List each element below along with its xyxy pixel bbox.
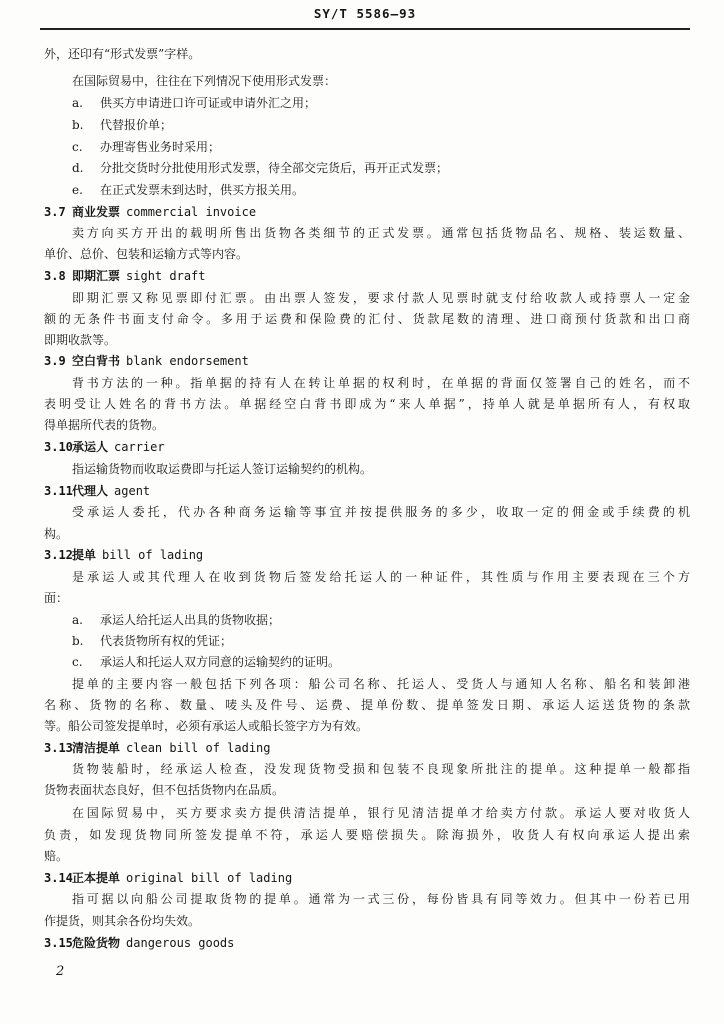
term-en: dangerous goods: [126, 936, 235, 950]
item-mark: e.: [72, 183, 83, 197]
section-heading-3-14: [44, 870, 690, 886]
section-number: 3.12: [44, 548, 73, 562]
item-mark: d.: [72, 161, 84, 175]
section-heading-3-13: [44, 740, 690, 756]
section-heading-3-12: [44, 547, 690, 563]
list-item: [72, 612, 690, 628]
list-item: [72, 139, 690, 155]
list-item: [72, 160, 690, 176]
paragraph-line: 受承运人委托，代办各种商务运输等事宜并按提供服务的多少，收取一定的佣金或手续费的机: [72, 505, 690, 519]
page-number: 2: [56, 964, 65, 979]
item-mark: b.: [72, 118, 84, 132]
section-number: 3.15: [44, 936, 73, 950]
section-heading-3-9: [44, 353, 690, 369]
paragraph-line: 作提货，则其余各份均失效。: [44, 914, 201, 928]
term-zh: 商业发票: [72, 205, 121, 219]
list-item: [72, 95, 690, 111]
item-mark: b.: [72, 634, 84, 648]
section-number: 3.7: [44, 205, 66, 219]
term-zh: 危险货物: [72, 936, 121, 950]
term-zh: 正本提单: [72, 871, 121, 885]
term-zh: 空白背书: [72, 354, 121, 368]
term-en: sight draft: [126, 269, 206, 283]
section-heading-3-11: [44, 483, 690, 499]
section-heading-3-8: [44, 268, 690, 284]
term-en: blank endorsement: [126, 354, 249, 368]
paragraph-line: 单价、总价、包装和运输方式等内容。: [44, 247, 249, 261]
item-text: 代替报价单；: [100, 118, 173, 132]
paragraph-line: 表明受让人姓名的背书方法。单据经空白背书即成为“来人单据”，持单人就是单据所有人，有权取: [44, 397, 690, 411]
section-number: 3.13: [44, 741, 73, 755]
term-en: bill of lading: [102, 548, 204, 562]
section-heading-3-15: [44, 935, 690, 951]
paragraph-line: 提单的主要内容一般包括下列各项：船公司名称、托运人、受货人与通知人名称、船名和装卸港: [72, 677, 690, 691]
paragraph-line: 是承运人或其代理人在收到货物后签发给托运人的一种证件，其性质与作用主要表现在三个方: [72, 570, 690, 584]
section-number: 3.8: [44, 269, 66, 283]
paragraph-line: 即期收款等。: [44, 333, 117, 347]
term-zh: 代理人: [72, 484, 109, 498]
paragraph-line: 指可据以向船公司提取货物的提单。通常为一式三份，每份皆具有同等效力。但其中一份若已用: [72, 892, 690, 906]
paragraph-line: 即期汇票又称见票即付汇票。由出票人签发，要求付款人见票时就支付给收款人或持票人一定金: [72, 291, 690, 305]
term-en: agent: [114, 484, 151, 498]
section-heading-3-10: [44, 439, 690, 455]
item-text: 在正式发票未到达时，供买方报关用。: [100, 183, 305, 197]
section-number: 3.9: [44, 354, 66, 368]
term-en: clean bill of lading: [126, 741, 271, 755]
term-zh: 清洁提单: [72, 741, 121, 755]
item-text: 代表货物所有权的凭证；: [100, 634, 233, 648]
paragraph-line: 等。船公司签发提单时，必须有承运人或船长签字方为有效。: [44, 719, 369, 733]
list-item: [72, 117, 690, 133]
paragraph-line: 货物表面状态良好，但不包括货物内在品质。: [44, 783, 285, 797]
term-en: original bill of lading: [126, 871, 293, 885]
item-mark: c.: [72, 140, 83, 154]
paragraph-line: 货物装船时，经承运人检查，没发现货物受损和包装不良现象所批注的提单。这种提单一般都指: [72, 762, 690, 776]
intro-paragraph: 在国际贸易中，往往在下列情况下使用形式发票：: [72, 74, 337, 88]
standard-header: SY/T 5586—93: [313, 6, 417, 21]
paragraph-line: 名称、货物的名称、数量、唛头及件号、运费、提单份数、提单签发日期、承运人运送货物的条款: [44, 698, 690, 712]
item-mark: a.: [72, 613, 83, 627]
paragraph-line: 赔。: [44, 849, 69, 863]
term-zh: 提单: [72, 548, 97, 562]
paragraph-line: 构。: [44, 527, 69, 541]
intro-line: 外，还印有“形式发票”字样。: [44, 47, 201, 61]
list-item: [72, 654, 690, 670]
item-text: 分批交货时分批使用形式发票，待全部交完货后，再开正式发票；: [100, 161, 449, 175]
section-number: 3.14: [44, 871, 73, 885]
paragraph-line: 指运输货物而收取运费即与托运人签订运输契约的机构。: [72, 462, 373, 476]
term-zh: 即期汇票: [72, 269, 121, 283]
list-item: [72, 182, 690, 198]
item-text: 办理寄售业务时采用；: [100, 140, 221, 154]
item-text: 承运人和托运人双方同意的运输契约的证明。: [100, 655, 341, 669]
item-mark: a.: [72, 96, 83, 110]
section-heading-3-7: [44, 204, 690, 220]
paragraph-line: 面：: [44, 591, 69, 605]
term-zh: 承运人: [72, 440, 109, 454]
list-item: [72, 633, 690, 649]
section-number: 3.11: [44, 484, 73, 498]
paragraph-line: 负责，如发现货物同所签发提单不符，承运人要赔偿损失。除海损外，收货人有权向承运人提出索: [44, 828, 690, 842]
item-text: 承运人给托运人出具的货物收据；: [100, 613, 281, 627]
item-mark: c.: [72, 655, 83, 669]
paragraph-line: 背书方法的一种。指单据的持有人在转让单据的权利时，在单据的背面仅签署自己的姓名，而不: [72, 376, 690, 390]
term-en: carrier: [114, 440, 165, 454]
section-number: 3.10: [44, 440, 73, 454]
paragraph-line: 得单据所代表的货物。: [44, 418, 165, 432]
paragraph-line: 额的无条件书面支付命令。多用于运费和保险费的汇付、货款尾数的清理、进口商预付货款和出口商: [44, 312, 690, 326]
term-en: commercial invoice: [126, 205, 257, 219]
paragraph-line: 卖方向买方开出的载明所售出货物各类细节的正式发票。通常包括货物品名、规格、装运数量、: [72, 226, 690, 240]
paragraph-line: 在国际贸易中，买方要求卖方提供清洁提单，银行见清洁提单才给卖方付款。承运人要对收货人: [72, 806, 690, 820]
item-text: 供买方申请进口许可证或申请外汇之用；: [100, 96, 317, 110]
header-rule: [40, 28, 690, 30]
